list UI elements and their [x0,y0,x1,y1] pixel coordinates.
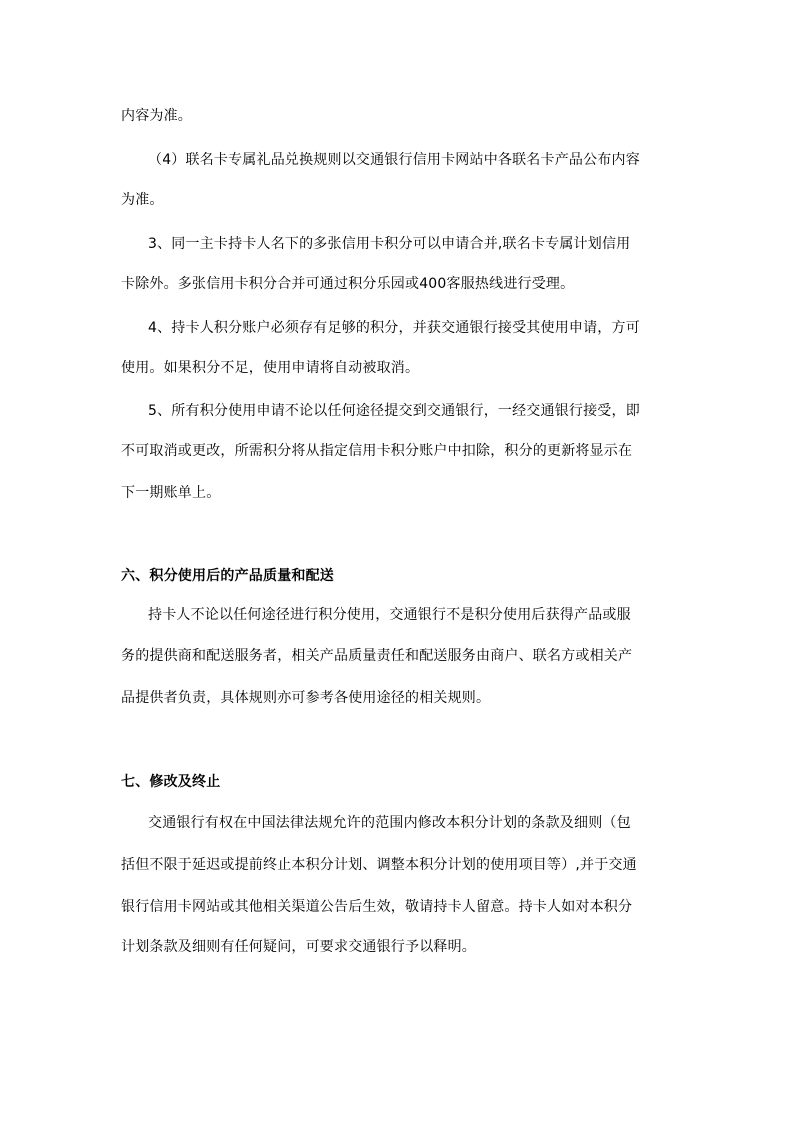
paragraph-line: 使用。如果积分不足，使用申请将自动被取消。 [121,360,420,376]
paragraph-line: 卡除外。多张信用卡积分合并可通过积分乐园或400客服热线进行受理。 [121,276,575,292]
paragraph-line: 持卡人不论以任何途径进行积分使用，交通银行不是积分使用后获得产品或服 [148,607,631,623]
paragraph-line: 5、所有积分使用申请不论以任何途径提交到交通银行，一经交通银行接受，即 [148,403,640,419]
paragraph-line: 银行信用卡网站或其他相关渠道公告后生效，敬请持卡人留意。持卡人如对本积分 [121,899,633,915]
paragraph-line: 括但不限于延迟或提前终止本积分计划、调整本积分计划的使用项目等）,并于交通 [121,857,637,873]
paragraph-line: 交通银行有权在中国法律法规允许的范围内修改本积分计划的条款及细则（包 [148,815,631,831]
paragraph-line: 不可取消或更改，所需积分将从指定信用卡积分账户中扣除，积分的更新将显示在 [121,443,633,459]
paragraph-line: 4、持卡人积分账户必须存有足够的积分，并获交通银行接受其使用申请，方可 [148,320,640,336]
section-heading-six: 六、积分使用后的产品质量和配送 [121,568,334,584]
paragraph-line: 3、同一主卡持卡人名下的多张信用卡积分可以申请合并,联名卡专属计划信用 [148,236,631,252]
paragraph-line: 计划条款及细则有任何疑问，可要求交通银行予以释明。 [121,939,476,955]
paragraph-line: 为准。 [121,192,164,208]
paragraph-line: 品提供者负责，具体规则亦可参考各使用途径的相关规则。 [121,690,491,706]
paragraph-line: （4）联名卡专属礼品兑换规则以交通银行信用卡网站中各联名卡产品公布内容 [148,152,640,168]
paragraph-line: 内容为准。 [121,108,192,124]
section-heading-seven: 七、修改及终止 [121,774,221,790]
paragraph-line: 下一期账单上。 [121,485,221,501]
paragraph-line: 务的提供商和配送服务者，相关产品质量责任和配送服务由商户、联名方或相关产 [121,648,633,664]
